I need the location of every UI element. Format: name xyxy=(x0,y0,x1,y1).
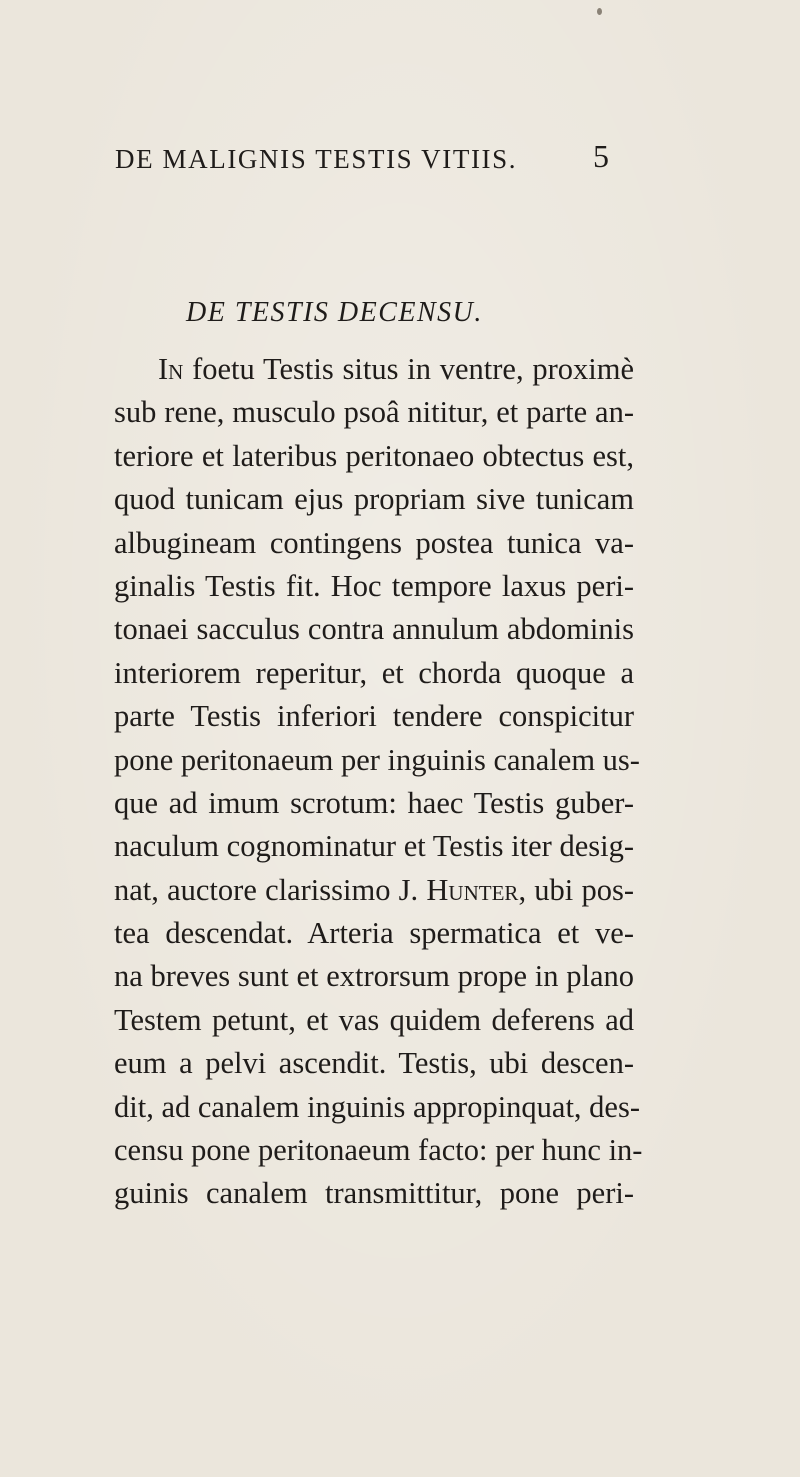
text-line: naculum cognominatur et Testis iter desig- xyxy=(114,829,634,864)
text-line: tea descendat. Arteria spermatica et ve- xyxy=(114,916,634,951)
text-line: sub rene, musculo psoâ nititur, et parte an- xyxy=(114,395,634,430)
text-line: censu pone peritonaeum facto: per hunc in- xyxy=(114,1133,643,1168)
text-line: que ad imum scrotum: haec Testis guber- xyxy=(114,785,634,820)
running-head: DE MALIGNIS TESTIS VITIIS. xyxy=(115,144,518,174)
author-name: Hunter xyxy=(426,872,519,907)
line-text: nat, auctore clarissimo J. xyxy=(114,872,419,907)
section-title: DE TESTIS DECENSU. xyxy=(186,297,483,328)
text-line: interiorem reperitur, et chorda quoque a xyxy=(114,655,634,690)
line-text: foetu Testis situs in ventre, proximè xyxy=(192,352,634,386)
text-line xyxy=(114,869,634,912)
text-line: albugineam contingens postea tunica va- xyxy=(114,525,634,560)
body-text xyxy=(114,348,643,1216)
text-line: guinis canalem transmittitur, pone peri- xyxy=(114,1176,634,1211)
text-line: pone peritonaeum per inguinis canalem us- xyxy=(114,742,640,777)
text-line: tonaei sacculus contra annulum abdominis xyxy=(114,612,634,647)
text-line: parte Testis inferiori tendere conspicitur xyxy=(114,699,634,734)
text-line: dit, ad canalem inguinis appropinquat, des- xyxy=(114,1089,640,1124)
text-line: teriore et lateribus peritonaeo obtectus est, xyxy=(114,438,634,473)
text-line: na breves sunt et extrorsum prope in plano xyxy=(114,959,634,994)
lead-word: In xyxy=(158,352,184,386)
line-text: , ubi pos- xyxy=(518,872,635,907)
text-line: eum a pelvi ascendit. Testis, ubi descen- xyxy=(114,1046,634,1081)
ink-speck xyxy=(597,8,602,15)
text-line xyxy=(114,348,634,391)
text-line: Testem petunt, et vas quidem deferens ad xyxy=(114,1002,634,1037)
text-line: ginalis Testis fit. Hoc tempore laxus peri- xyxy=(114,568,634,603)
text-line: quod tunicam ejus propriam sive tunicam xyxy=(114,482,634,517)
page-number: 5 xyxy=(593,138,609,174)
